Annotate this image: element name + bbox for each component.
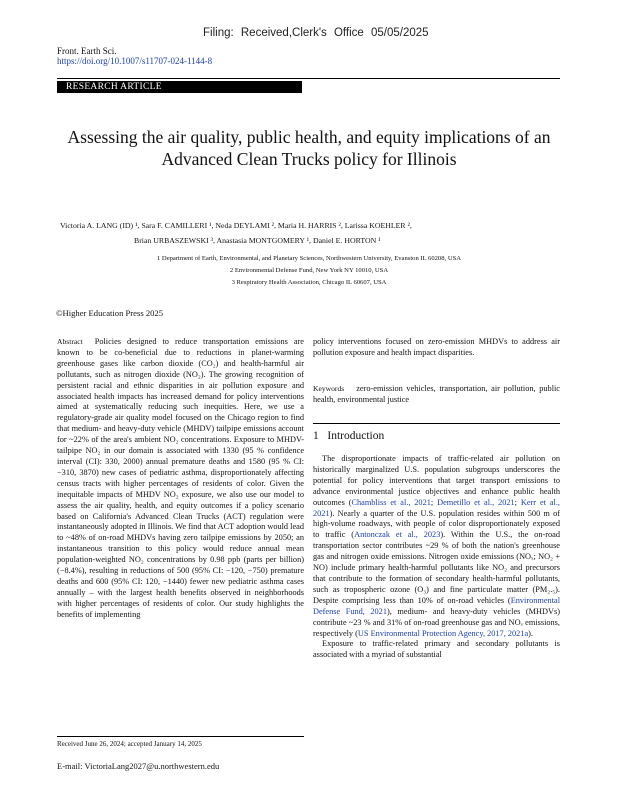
citation-link[interactable]: Chambliss et al., 2021 — [351, 497, 431, 507]
doi-link[interactable]: https://doi.org/10.1007/s11707-024-1144-8 — [57, 56, 213, 66]
keywords-label: Keywords — [313, 384, 345, 393]
author-list — [60, 218, 558, 248]
section-title: Introduction — [327, 430, 385, 442]
header-rule — [57, 78, 560, 79]
abstract-label: Abstract — [57, 337, 83, 346]
section-heading — [313, 430, 384, 442]
affiliation-1: 1 Department of Earth, Environmental, and Planetary Sciences, Northwestern University, Evanston IL 60208, USA — [156, 255, 462, 262]
abstract — [57, 337, 304, 621]
citation-separator: ; — [514, 497, 521, 507]
keywords-text: zero-emission vehicles, transportation, air pollution, public health, environmental justice — [313, 384, 560, 404]
affiliation-3: 3 Respiratory Health Association, Chicago IL 60607, USA — [231, 279, 387, 286]
citation-link[interactable]: Environmental Defense Fund, 2021 — [313, 595, 560, 616]
section-rule — [313, 423, 560, 424]
author-line-1: Victoria A. LANG (ID) ¹, Sara F. CAMILLERI ¹, Neda DEYLAMI ², Maria H. HARRIS ², Larissa KOEHLER ², — [60, 221, 412, 230]
citation-separator: ; — [430, 497, 438, 507]
journal-name: Front. Earth Sci. — [57, 46, 117, 56]
intro-paragraph-1 — [313, 454, 560, 639]
abstract-continued-text: policy interventions focused on zero-emission MHDVs to address air pollution exposure and health impact disparities. — [313, 337, 560, 357]
intro-paragraph-2: Exposure to traffic-related primary and secondary pollutants is associated with a myriad of substantial — [313, 639, 560, 660]
article-title: Assessing the air quality, public health, and equity implications of an Advanced Clean Trucks policy for Illinois — [67, 127, 551, 169]
affiliations — [60, 253, 558, 289]
author-line-2: Brian URBASZEWSKI ³, Anastasia MONTGOMERY ¹, Daniel E. HORTON ¹ — [134, 236, 381, 245]
citation-link[interactable]: US Environmental Protection Agency, 2017, 2021a — [357, 628, 529, 638]
intro-text: ). — [528, 628, 533, 638]
footnote-rule — [57, 736, 304, 737]
filing-stamp: Filing: Received,Clerk's Office 05/05/2025 — [203, 27, 429, 39]
intro-text: ). Within the U.S., the on-road transportation sector contributes ~29 % of both the nation's greenhouse gas and nitrogen oxide emissions. Nitrogen oxide emissions (NOₓ; NO₂ + NO) include primary health-harmful pollutants like NO₂ and precursors that contribute to the formation of secondary health-harmful pollutants, such as tropospheric ozone (O₃) and fine particulate matter (PM₂.₅). Despite comprising less than 10% of on-road vehicles ( — [313, 530, 560, 605]
received-dates: Received June 26, 2024; accepted January 14, 2025 — [57, 740, 202, 748]
citation-link[interactable]: Demetillo et al., 2021 — [437, 497, 515, 507]
corresponding-email: E-mail: VictoriaLang2027@u.northwestern.edu — [57, 761, 220, 771]
citation-link[interactable]: Kerr et al., 2021 — [313, 497, 560, 518]
affiliation-2: 2 Environmental Defense Fund, New York NY 10010, USA — [229, 267, 389, 274]
intro-text: ). Nearly a quarter of the U.S. population resides within 500 m of high-volume roadways, with people of color disproportionately exposed to traffic ( — [313, 508, 560, 540]
article-type-banner: RESEARCH ARTICLE — [57, 81, 302, 93]
abstract-text: Policies designed to reduce transportation emissions are known to be co-beneficial due to reductions in planet-warming greenhouse gases like carbon dioxide (CO₂) and health-harmful air pollutants, such as nitrogen dioxide (NO₂). The growing recognition of persistent racial and ethnic disparities in air pollution exposure and associated health impacts has increased demand for policy interventions aimed at systematically reducing such inequities. Here, we use a regulatory-grade air quality model focused on the Chicago region to find that medium- and heavy-duty vehicle (MHDV) tailpipe emissions account for ~22% of the area's ambient NO₂ concentrations. Exposure to MHDV-tailpipe NO₂ in our domain is associated with 1330 (95 % confidence interval (CI): 330, 2000) annual premature deaths and 1580 (95 % CI: −310, 3870) new cases of pediatric asthma, disproportionately affecting census tracts with higher percentages of residents of color. Given the inequitable impacts of MHDV NO₂ exposure, we also use our model to assess the air quality, health, and equity outcomes if a policy scenario based on California's Advanced Clean Trucks (ACT) regulation were instantaneously adopted in Illinois. We find that ACT adoption would lead to ~48% of on-road MHDVs having zero tailpipe emissions by 2050; an instantaneous transition to this policy would reduce annual mean population-weighted NO₂ concentrations by 0.98 ppb (parts per billion) (−8.4%), resulting in reductions of 500 (95% CI: −120, −750) premature deaths and 600 (95% CI: 120, −1440) fewer new pediatric asthma cases annually – with the largest health benefits observed in neighborhoods with higher percentages of residents of color. Our study highlights the benefits of implementing — [57, 337, 304, 619]
intro-text: The disproportionate impacts of traffic-related air pollution on historically marginalized U.S. population subgroups underscores the potential for policy interventions that target transport emissions to advance environmental justice objectives and enhance public health outcomes ( — [313, 454, 560, 507]
intro-text: ), medium- and heavy-duty vehicles (MHDVs) contribute ~23 % and 31% of on-road greenhouse gas and NOₓ emissions, respectively ( — [313, 606, 560, 638]
abstract-continued — [313, 337, 560, 359]
section-number: 1 — [313, 430, 319, 442]
introduction-body — [313, 454, 560, 661]
keywords — [313, 384, 560, 406]
copyright-notice: ©Higher Education Press 2025 — [56, 308, 164, 318]
citation-link[interactable]: Antonczak et al., 2023 — [354, 530, 441, 540]
